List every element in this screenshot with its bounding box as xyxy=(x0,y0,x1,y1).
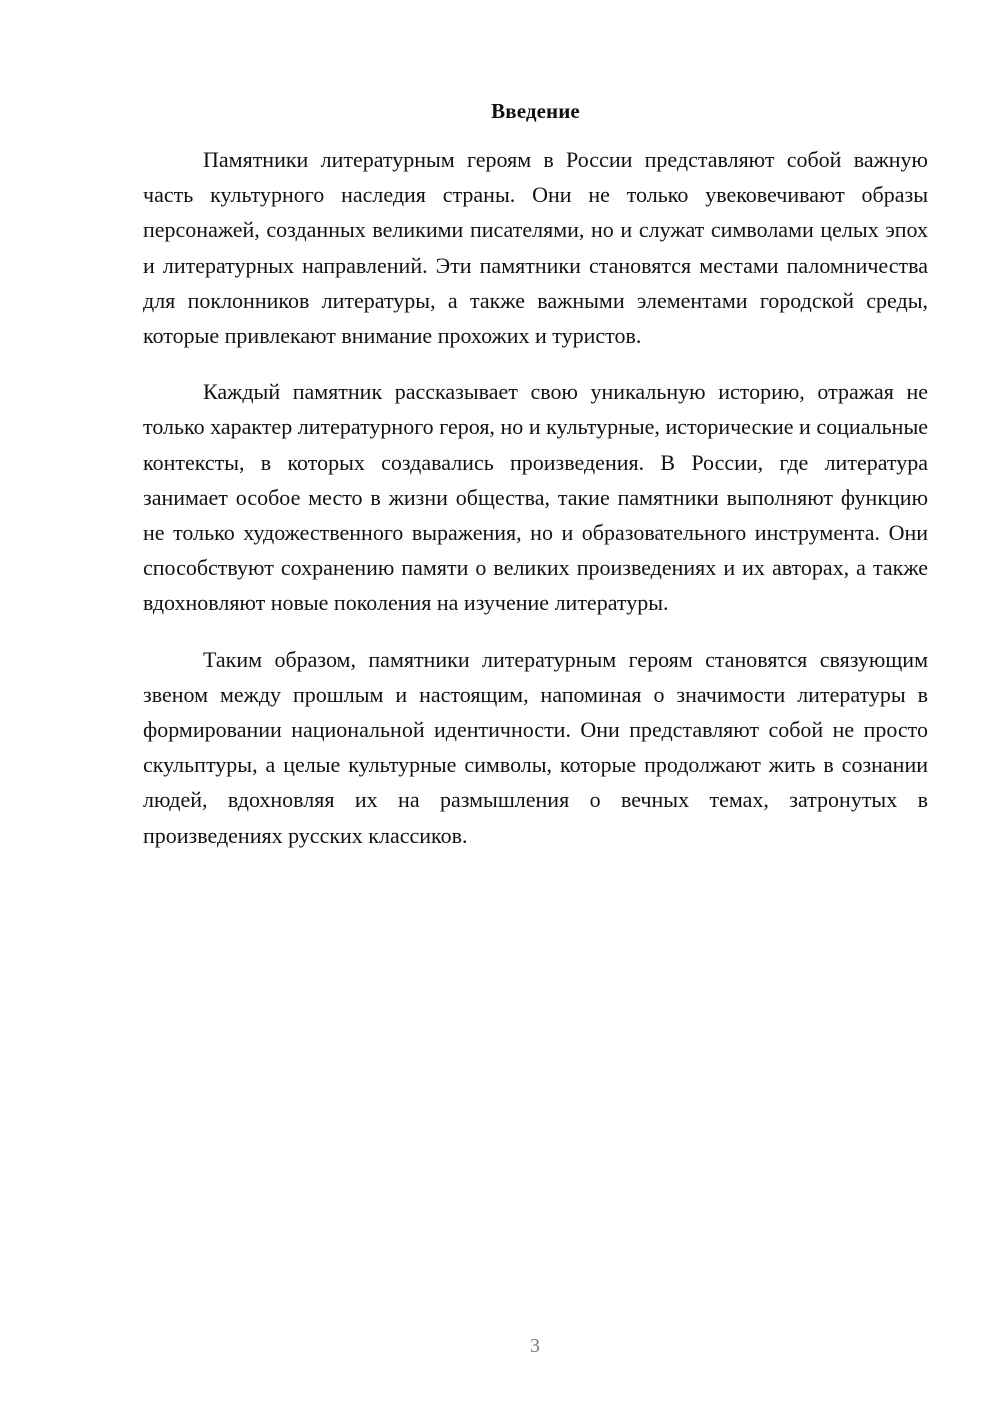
paragraph-1: Памятники литературным героям в России представляют собой важную часть культурного наследия страны. Они не только увековечивают образы персонажей, созданных великими писателями, но и служат символами целых эпох и литературных направлений. Эти памятники становятся местами паломничества для поклонников литературы, а также важными элементами городской среды, которые привлекают внимание прохожих и туристов. xyxy=(143,147,928,349)
paragraph-3: Таким образом, памятники литературным героям становятся связующим звеном между прошлым и настоящим, напоминая о значимости литературы в формировании национальной идентичности. Они представляют собой не просто скульптуры, а целые культурные символы, которые продолжают жить в сознании людей, вдохновляя их на размышления о вечных темах, затронутых в произведениях русских классиков. xyxy=(143,646,928,848)
page-number: 3 xyxy=(530,1335,540,1357)
paragraph-2: Каждый памятник рассказывает свою уникальную историю, отражая не только характер литературного героя, но и культурные, исторические и социальные контексты, в которых создавались произведения. В России, где литература занимает особое место в жизни общества, такие памятники выполняют функцию не только художественного выражения, но и образовательного инструмента. Они способствуют сохранению памяти о великих произведениях и их авторах, а также вдохновляют новые поколения на изучение литературы. xyxy=(143,379,928,616)
page-content xyxy=(143,96,928,874)
section-heading: Введение xyxy=(491,99,580,123)
